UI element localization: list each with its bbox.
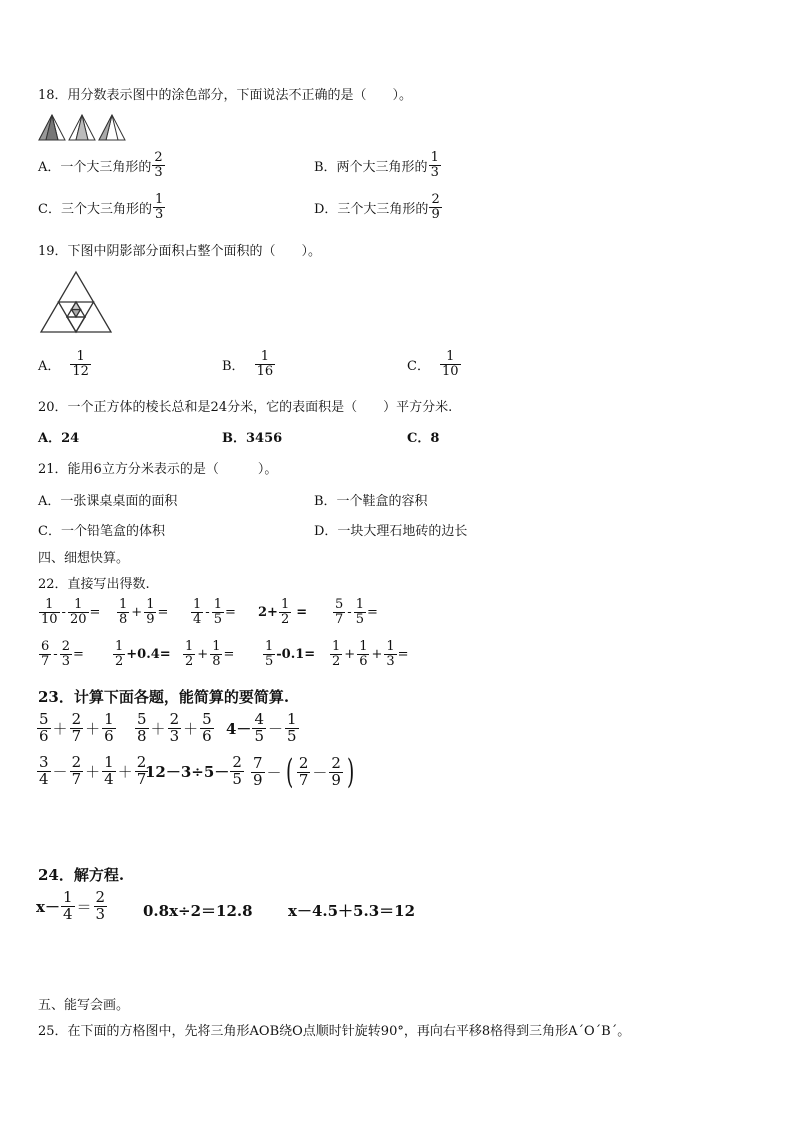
q23-expr-6: $\frac{7}{9}$ － ( $\frac{2}{7}$ － $\frac{2}{9}$ ) xyxy=(253,752,355,792)
q22-problem-5: $\frac{5}{7}$ - $\frac{1}{5}$ = xyxy=(335,597,378,627)
q22-problem-9: $\frac{1}{5}$ -0.1= xyxy=(265,639,316,669)
q19-option-a[interactable]: A． $\frac{1}{12}$ xyxy=(38,349,89,379)
q24-equation-3: x－4.5＋5.3＝12 xyxy=(288,902,416,920)
q24-stem: 24．解方程. xyxy=(38,866,125,884)
q22-problem-8: $\frac{1}{2}$ + $\frac{1}{8}$ = xyxy=(185,639,235,669)
q22-problem-6: $\frac{6}{7}$ - $\frac{2}{3}$ = xyxy=(41,639,84,669)
section-5-heading: 五、能写会画。 xyxy=(38,998,130,1013)
q21-option-c[interactable]: C．一个铅笔盒的体积 xyxy=(38,524,165,539)
q22-problem-10: $\frac{1}{2}$ + $\frac{1}{6}$ + $\frac{1}{3}$ = xyxy=(332,639,409,669)
q20-stem: 20．一个正方体的棱长总和是24分米，它的表面积是（ ）平方分米. xyxy=(38,400,453,415)
q20-option-b[interactable]: B．3456 xyxy=(222,431,283,446)
q22-problem-1: $\frac{1}{10}$ - $\frac{1}{20}$ = xyxy=(41,597,101,627)
q19-stem: 19．下图中阴影部分面积占整个面积的（ ）。 xyxy=(38,244,322,259)
q18-option-d[interactable]: D．三个大三角形的 $\frac{2}{9}$ xyxy=(314,192,440,222)
q22-problem-2: $\frac{1}{8}$ + $\frac{1}{9}$ = xyxy=(119,597,169,627)
q22-problem-7: $\frac{1}{2}$ +0.4= xyxy=(115,639,171,669)
q20-option-c[interactable]: C．8 xyxy=(407,431,440,446)
q23-stem: 23．计算下面各题，能简算的要简算. xyxy=(38,688,290,706)
q19-option-c[interactable]: C． $\frac{1}{10}$ xyxy=(407,349,459,379)
q18-triangles-figure xyxy=(38,113,128,141)
q21-option-a[interactable]: A．一张课桌桌面的面积 xyxy=(38,494,178,509)
q21-option-d[interactable]: D．一块大理石地砖的边长 xyxy=(314,524,468,539)
q23-expr-5: 12－3÷5－ $\frac{2}{5}$ xyxy=(145,753,242,788)
q18-option-a[interactable]: A．一个大三角形的 $\frac{2}{3}$ xyxy=(38,150,163,180)
q22-stem: 22．直接写出得数. xyxy=(38,577,150,592)
q23-expr-2: $\frac{5}{8}$ ＋ $\frac{2}{3}$ ＋ $\frac{5}{6}$ xyxy=(137,710,212,745)
q18-option-b[interactable]: B．两个大三角形的 $\frac{1}{3}$ xyxy=(314,150,439,180)
q24-equation-2: 0.8x÷2＝12.8 xyxy=(143,902,253,920)
q23-expr-1: $\frac{5}{6}$ ＋ $\frac{2}{7}$ ＋ $\frac{1}{6}$ xyxy=(39,710,114,745)
q23-expr-4: $\frac{3}{4}$ － $\frac{2}{7}$ ＋ $\frac{1}{4}$ ＋ $\frac{2}{7}$ xyxy=(39,753,147,788)
q21-stem: 21．能用6立方分米表示的是（ ）。 xyxy=(38,462,278,477)
q18-stem: 18．用分数表示图中的涂色部分，下面说法不正确的是（ ）。 xyxy=(38,88,413,103)
q19-nested-triangles-figure xyxy=(39,270,113,334)
q23-expr-3: 4－ $\frac{4}{5}$ － $\frac{1}{5}$ xyxy=(226,710,297,745)
section-4-heading: 四、细想快算。 xyxy=(38,551,130,566)
q18-option-c[interactable]: C．三个大三角形的 $\frac{1}{3}$ xyxy=(38,192,164,222)
q24-equation-1: x－ $\frac{1}{4}$ ＝ $\frac{2}{3}$ xyxy=(36,888,106,923)
q22-problem-3: $\frac{1}{4}$ - $\frac{1}{5}$ = xyxy=(193,597,236,627)
q25-stem: 25．在下面的方格图中，先将三角形AOB绕O点顺时针旋转90°，再向右平移8格得到三角形A´O´B´。 xyxy=(38,1024,631,1039)
q20-option-a[interactable]: A．24 xyxy=(38,431,80,446)
q21-option-b[interactable]: B．一个鞋盒的容积 xyxy=(314,494,428,509)
q19-option-b[interactable]: B． $\frac{1}{16}$ xyxy=(222,349,274,379)
q22-problem-4: 2+ $\frac{1}{2}$ = xyxy=(258,597,308,627)
